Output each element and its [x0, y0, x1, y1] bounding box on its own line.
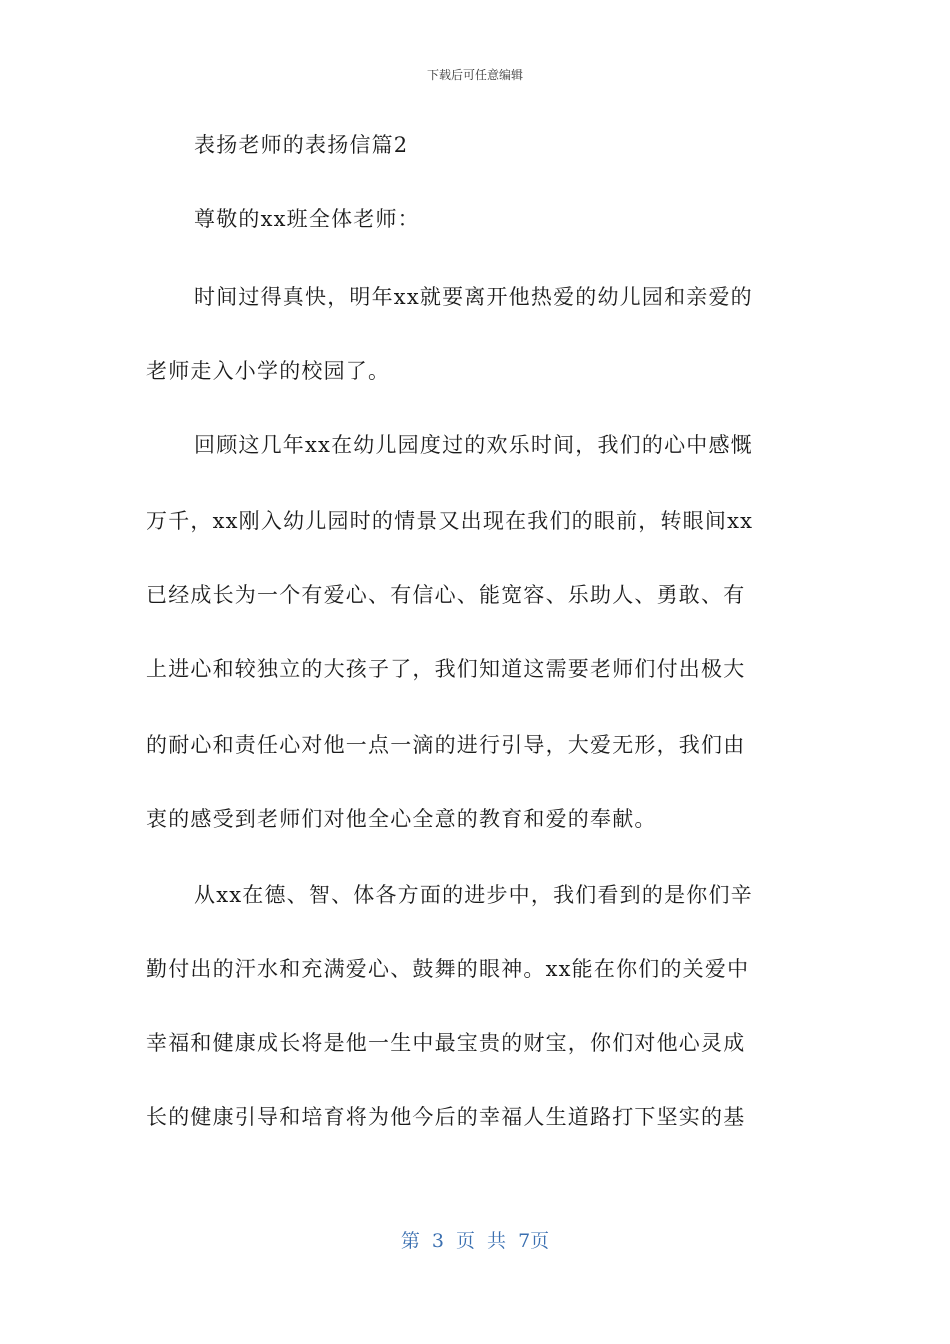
body-line: 从xx在德、智、体各方面的进步中，我们看到的是你们辛: [194, 883, 753, 907]
body-line: 衷的感受到老师们对他全心全意的教育和爱的奉献。: [146, 807, 657, 831]
body-line: 已经成长为一个有爱心、有信心、能宽容、乐助人、勇敢、有: [146, 583, 746, 607]
body-line: 时间过得真快，明年xx就要离开他热爱的幼儿园和亲爱的: [194, 285, 753, 309]
body-line: 的耐心和责任心对他一点一滴的进行引导，大爱无形，我们由: [146, 733, 746, 757]
body-line: 老师走入小学的校园了。: [146, 359, 391, 383]
greeting-line: 尊敬的xx班全体老师：: [194, 207, 420, 231]
body-line: 上进心和较独立的大孩子了，我们知道这需要老师们付出极大: [146, 657, 746, 681]
body-line: 幸福和健康成长将是他一生中最宝贵的财宝，你们对他心灵成: [146, 1031, 746, 1055]
document-title: 表扬老师的表扬信篇2: [194, 133, 409, 157]
body-line: 万千，xx刚入幼儿园时的情景又出现在我们的眼前，转眼间xx: [146, 509, 754, 533]
page-footer: 第 3 页 共 7页: [400, 1230, 550, 1252]
body-line: 勤付出的汗水和充满爱心、鼓舞的眼神。xx能在你们的关爱中: [146, 957, 750, 981]
page-header: 下载后可任意编辑: [426, 68, 523, 82]
body-line: 长的健康引导和培育将为他今后的幸福人生道路打下坚实的基: [146, 1105, 746, 1129]
body-line: 回顾这几年xx在幼儿园度过的欢乐时间，我们的心中感慨: [194, 433, 753, 457]
